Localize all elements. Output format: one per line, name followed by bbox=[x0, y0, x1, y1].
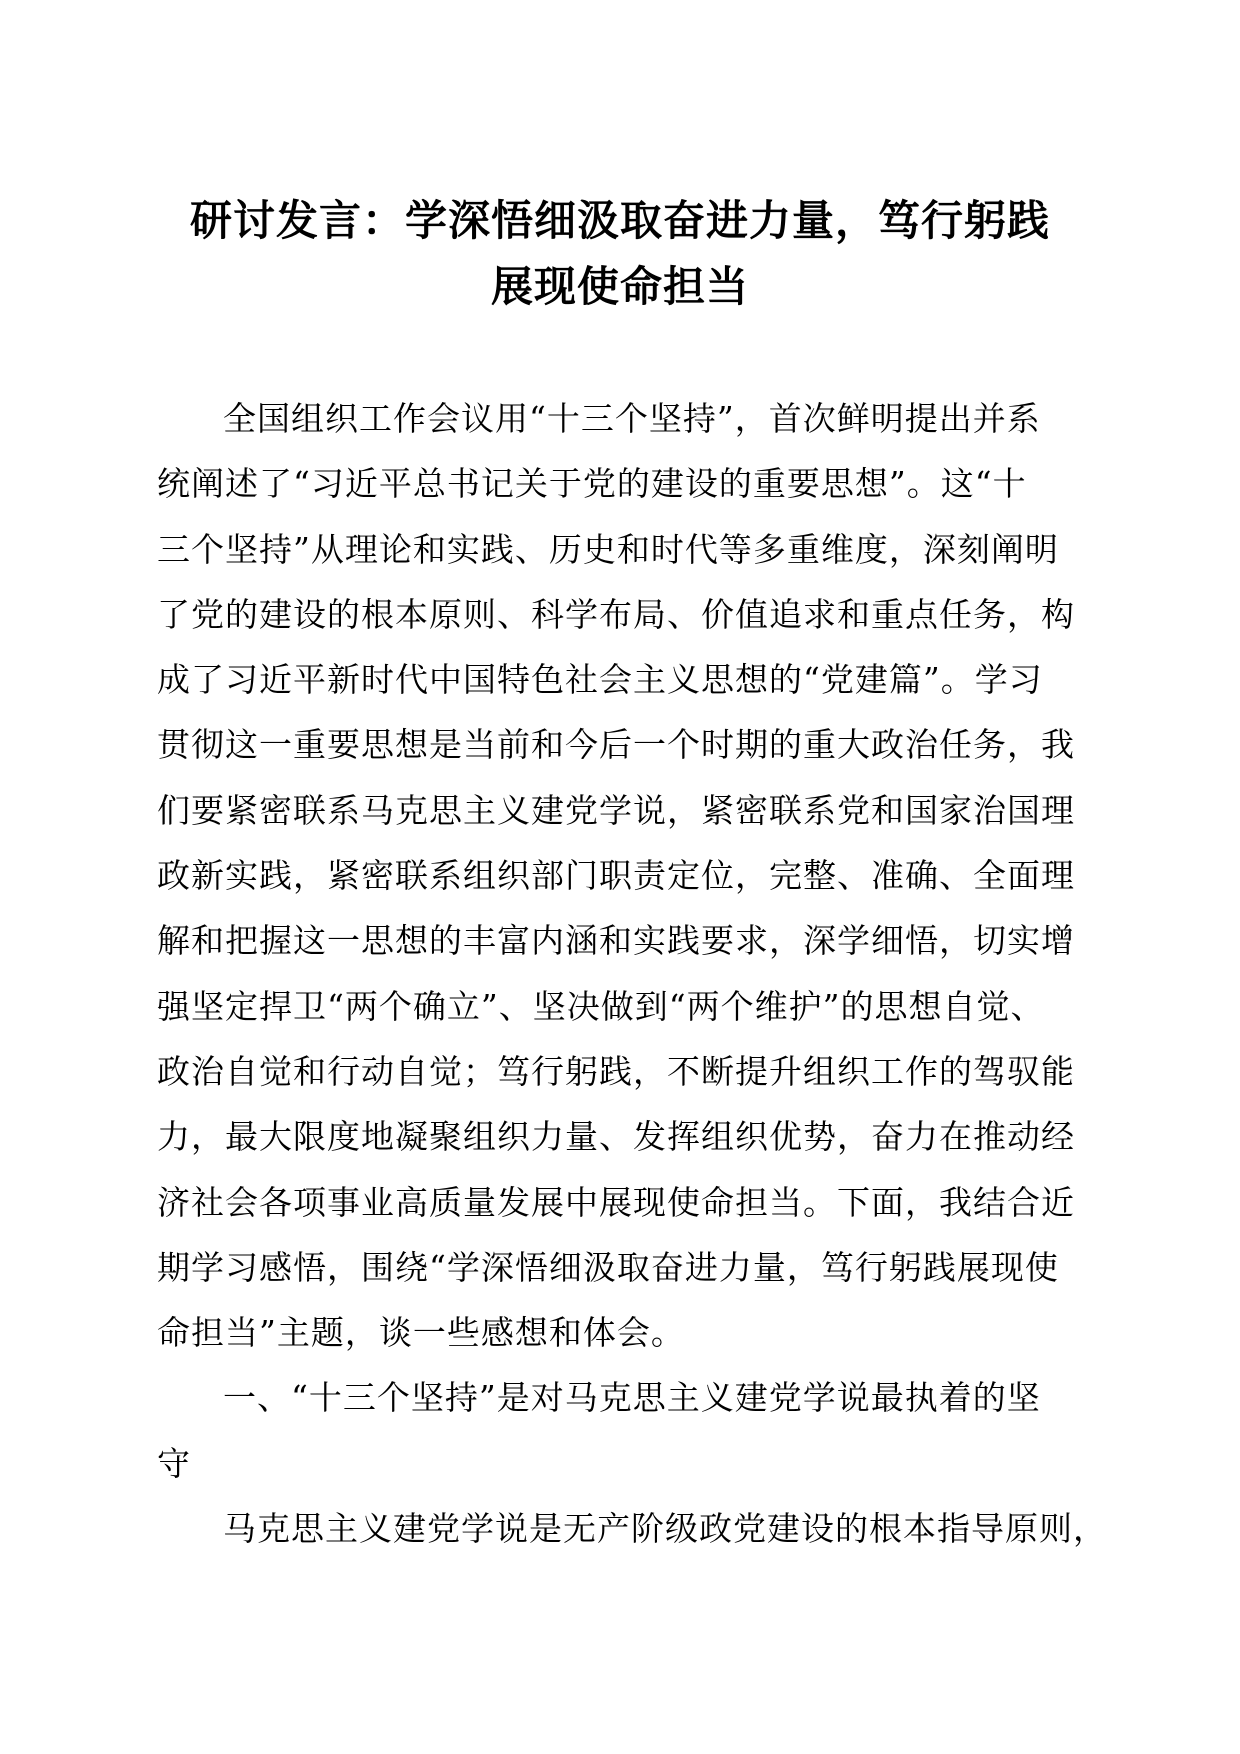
title-line-2: 展现使命担当 bbox=[490, 262, 749, 311]
paragraph-intro bbox=[157, 386, 1077, 1365]
paragraph-line: 们要紧密联系马克思主义建党学说，紧密联系党和国家治国理 bbox=[157, 790, 1075, 830]
paragraph-line: 统阐述了“习近平总书记关于党的建设的重要思想”。这“十 bbox=[157, 464, 1027, 504]
paragraph-line: 马克思主义建党学说是无产阶级政党建设的根本指导原则， bbox=[223, 1509, 1107, 1549]
heading-line: 守 bbox=[157, 1443, 191, 1483]
paragraph-line: 贯彻这一重要思想是当前和今后一个时期的重大政治任务，我 bbox=[157, 725, 1075, 765]
paragraph-line: 解和把握这一思想的丰富内涵和实践要求，深学细悟，切实增 bbox=[157, 921, 1075, 961]
paragraph-line: 成了习近平新时代中国特色社会主义思想的“党建篇”。学习 bbox=[157, 660, 1043, 700]
heading-line: 一、“十三个坚持”是对马克思主义建党学说最执着的坚 bbox=[223, 1378, 1041, 1418]
paragraph-section-1 bbox=[157, 1496, 1107, 1561]
paragraph-line: 全国组织工作会议用“十三个坚持”，首次鲜明提出并系 bbox=[223, 399, 1041, 438]
section-heading-1 bbox=[157, 1365, 1077, 1496]
paragraph-line: 了党的建设的根本原则、科学布局、价值追求和重点任务，构 bbox=[157, 594, 1075, 634]
paragraph-line: 济社会各项事业高质量发展中展现使命担当。下面，我结合近 bbox=[157, 1182, 1075, 1222]
paragraph-line: 力，最大限度地凝聚组织力量、发挥组织优势，奋力在推动经 bbox=[157, 1117, 1075, 1157]
document-body bbox=[157, 386, 1107, 1561]
paragraph-line: 政新实践，紧密联系组织部门职责定位，完整、准确、全面理 bbox=[157, 856, 1075, 896]
paragraph-line: 命担当”主题，谈一些感想和体会。 bbox=[157, 1313, 685, 1353]
paragraph-line: 三个坚持”从理论和实践、历史和时代等多重维度，深刻阐明 bbox=[157, 529, 1059, 569]
paragraph-line: 政治自觉和行动自觉；笃行躬践，不断提升组织工作的驾驭能 bbox=[157, 1051, 1075, 1091]
paragraph-line: 强坚定捍卫“两个确立”、坚决做到“两个维护”的思想自觉、 bbox=[157, 986, 1045, 1026]
title-line-1: 研讨发言：学深悟细汲取奋进力量，笃行躬践 bbox=[189, 196, 1050, 245]
paragraph-line: 期学习感悟，围绕“学深悟细汲取奋进力量，笃行躬践展现使 bbox=[157, 1247, 1059, 1287]
document-title bbox=[150, 188, 1090, 320]
